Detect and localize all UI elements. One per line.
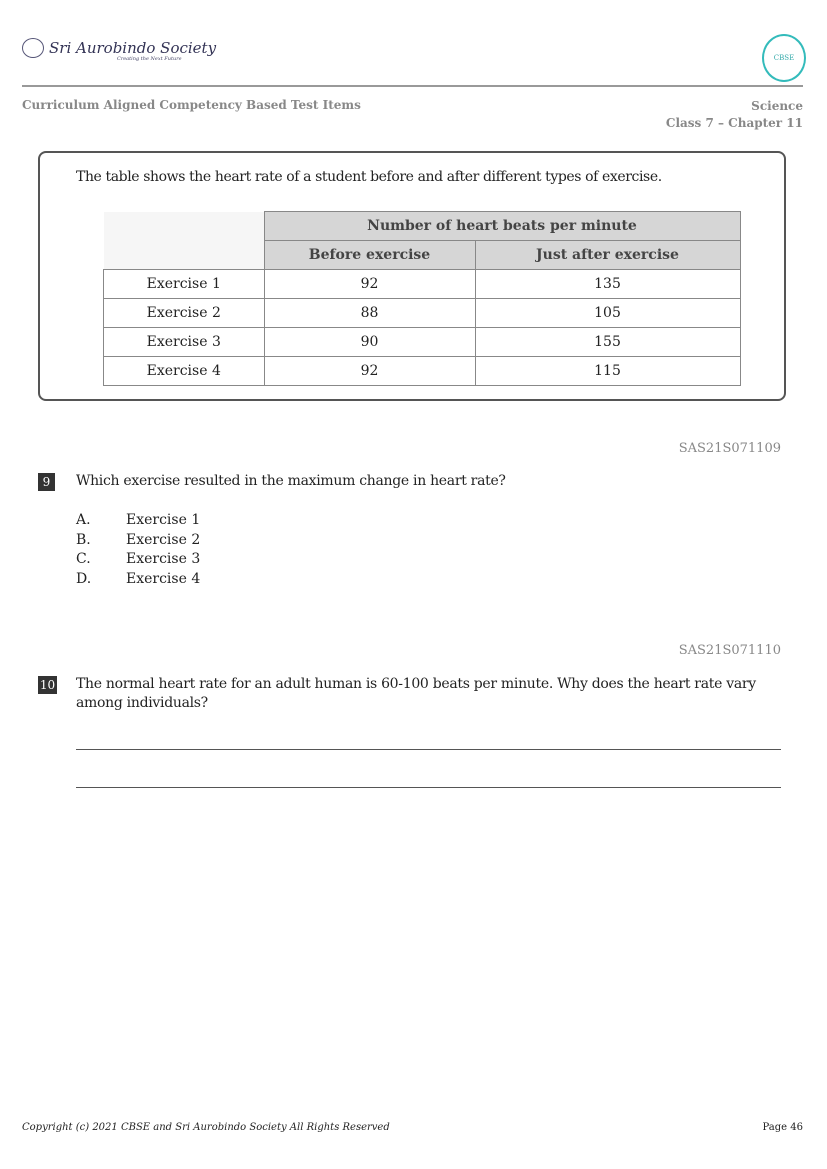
- table-row: [104, 328, 741, 357]
- column-header: Just after exercise: [475, 241, 740, 270]
- answer-line[interactable]: [76, 749, 781, 750]
- option-letter: C.: [76, 551, 91, 567]
- option-a[interactable]: [76, 512, 200, 528]
- option-letter: A.: [76, 512, 91, 528]
- cbse-seal-icon: [762, 34, 806, 82]
- row-label: Exercise 2: [104, 299, 265, 328]
- answer-line[interactable]: [76, 787, 781, 788]
- subject-info: [666, 98, 803, 132]
- group-header: Number of heart beats per minute: [264, 212, 740, 241]
- cell-before: 92: [264, 270, 475, 299]
- option-letter: B.: [76, 532, 91, 548]
- question-number: 9: [38, 473, 55, 491]
- seal-text: CBSE: [773, 54, 795, 62]
- question-code: SAS21S071109: [678, 441, 781, 456]
- question-code: SAS21S071110: [678, 643, 781, 658]
- page-number: Page 46: [762, 1122, 803, 1133]
- copyright: Copyright (c) 2021 CBSE and Sri Aurobindo Society All Rights Reserved: [22, 1122, 390, 1133]
- sri-aurobindo-society-logo: [22, 38, 217, 62]
- option-text: Exercise 4: [126, 571, 201, 587]
- row-label: Exercise 3: [104, 328, 265, 357]
- table-row: [104, 299, 741, 328]
- cell-before: 92: [264, 357, 475, 386]
- column-header: Before exercise: [264, 241, 475, 270]
- logo-tagline: Creating the Next Future: [117, 56, 182, 62]
- option-text: Exercise 1: [126, 512, 201, 528]
- document-series-title: Curriculum Aligned Competency Based Test Items: [22, 98, 361, 112]
- option-text: Exercise 2: [126, 532, 201, 548]
- option-b[interactable]: [76, 532, 200, 548]
- table-row: [104, 270, 741, 299]
- question-text: Which exercise resulted in the maximum change in heart rate?: [76, 473, 506, 489]
- passage-intro: The table shows the heart rate of a student before and after different types of exercise.: [76, 169, 662, 185]
- question-text: The normal heart rate for an adult human is 60-100 beats per minute. Why does the heart rate vary among individuals?: [76, 676, 756, 711]
- table-row: [104, 357, 741, 386]
- header-divider: [22, 85, 803, 87]
- option-c[interactable]: [76, 551, 200, 567]
- cell-before: 88: [264, 299, 475, 328]
- cell-after: 135: [475, 270, 740, 299]
- chapter: Class 7 – Chapter 11: [665, 116, 803, 130]
- row-label: Exercise 1: [104, 270, 265, 299]
- blank-cell: [104, 212, 265, 270]
- option-letter: D.: [76, 571, 92, 587]
- subject: Science: [751, 99, 803, 113]
- option-text: Exercise 3: [126, 551, 201, 567]
- row-label: Exercise 4: [104, 357, 265, 386]
- logo-text: Sri Aurobindo Society: [49, 39, 217, 57]
- heart-rate-table: [103, 211, 741, 386]
- option-d[interactable]: [76, 571, 200, 587]
- question-number: 10: [39, 678, 56, 692]
- cell-after: 155: [475, 328, 740, 357]
- cell-after: 115: [475, 357, 740, 386]
- cell-before: 90: [264, 328, 475, 357]
- logo-mark-icon: [22, 38, 44, 58]
- cell-after: 105: [475, 299, 740, 328]
